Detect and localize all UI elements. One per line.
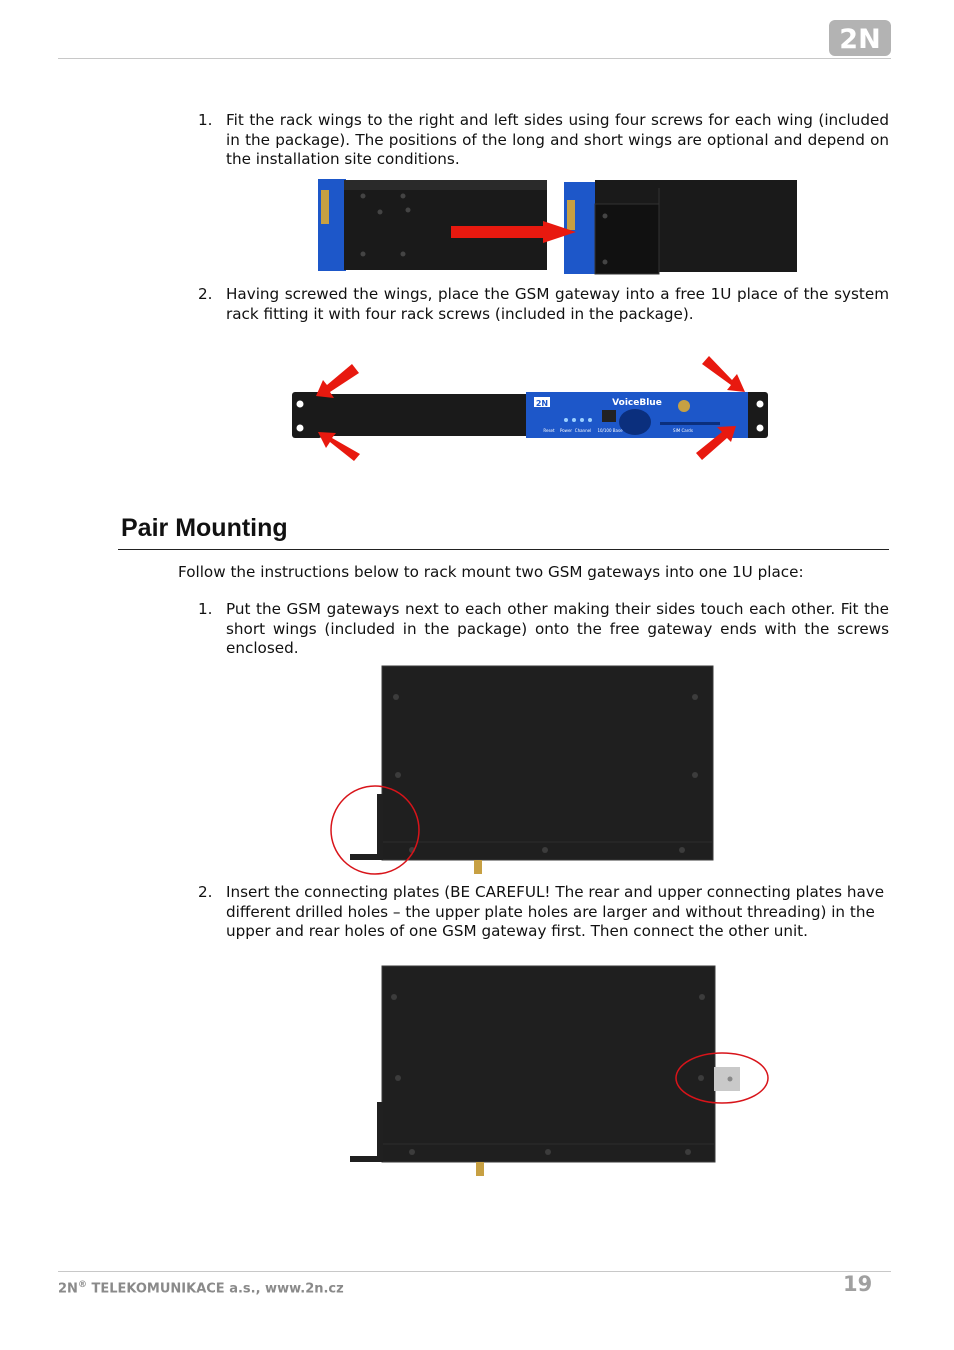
device-label-power: Power xyxy=(559,428,573,433)
device-label-reset: Reset xyxy=(543,428,555,433)
logo-text: 2N xyxy=(839,24,881,55)
section-title-rule xyxy=(118,549,889,550)
image-gateway-front-rack xyxy=(290,362,770,466)
image-rack-wings-side xyxy=(318,176,800,276)
step-number: 1. xyxy=(198,600,213,618)
section-intro: Follow the instructions below to rack mount two GSM gateways into one 1U place: xyxy=(178,563,804,581)
step-number: 2. xyxy=(198,285,213,303)
step-text: Having screwed the wings, place the GSM gateway into a free 1U place of the system rack fitting it with four rack screws (included in the package). xyxy=(226,285,889,323)
device-brand: 2N xyxy=(535,399,549,408)
page-number: 19 xyxy=(843,1272,873,1296)
footer-rule xyxy=(58,1271,891,1272)
section-title: Pair Mounting xyxy=(121,514,288,542)
step-text: Fit the rack wings to the right and left sides using four screws for each wing (included in the package). The positions of the long and short wings are optional and depend on the installation site conditions. xyxy=(226,111,889,168)
image-gateway-connecting-plate xyxy=(348,964,772,1180)
device-product: VoiceBlue xyxy=(612,398,662,408)
device-label-ethernet: 10/100 Base xyxy=(597,428,623,433)
footer-company-rest: TELEKOMUNIKACE a.s., www.2n.cz xyxy=(86,1281,344,1297)
header-rule xyxy=(58,58,891,59)
logo-2n-icon xyxy=(829,20,891,56)
step-text: Insert the connecting plates (BE CAREFUL! The rear and upper connecting plates have different drilled holes – the upper plate holes are larger and without threading) in the upper and rear holes of one GSM gateway first. Then connect the other unit. xyxy=(226,883,885,940)
step-number: 2. xyxy=(198,883,213,901)
step-text: Put the GSM gateways next to each other making their sides touch each other. Fit the short wings (included in the package) onto the free gateway ends with the screws enclosed. xyxy=(226,600,889,657)
footer-company xyxy=(58,1280,344,1296)
image-gateway-top-short-wing xyxy=(330,664,715,876)
footer-registered-mark: ® xyxy=(77,1280,87,1290)
device-label-sim-cards: SIM Cards xyxy=(673,428,693,433)
step-number: 1. xyxy=(198,111,213,129)
footer-company-prefix: 2N xyxy=(58,1281,78,1297)
device-label-channel: Channel xyxy=(574,428,592,433)
brand-logo xyxy=(829,20,891,56)
